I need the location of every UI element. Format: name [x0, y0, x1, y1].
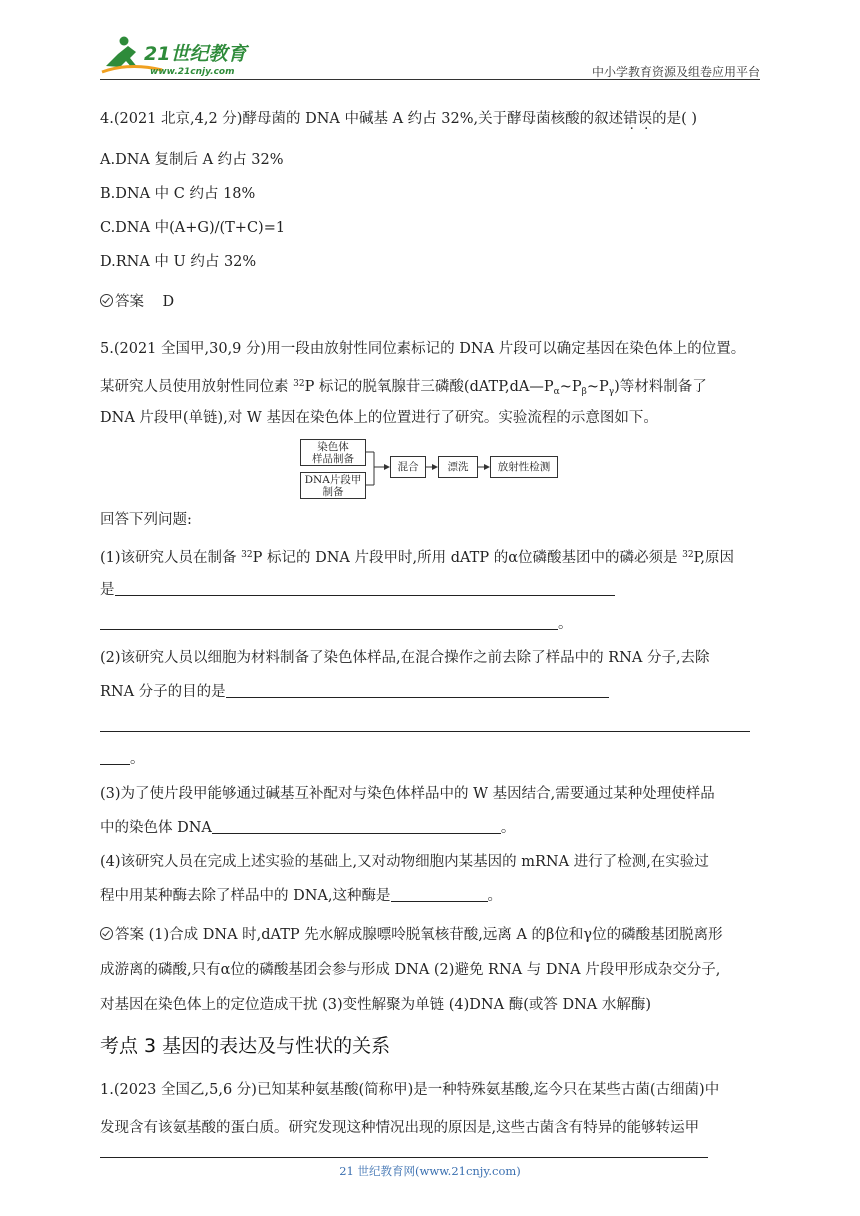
q5-prompt: 回答下列问题:	[100, 512, 192, 528]
box-radioactivity-detection: 放射性检测	[490, 456, 558, 478]
answer-blank-line[interactable]	[100, 731, 750, 732]
footer-divider	[100, 1157, 708, 1158]
q5-answer-line3: 对基因在染色体上的定位造成干扰 (3)变性解聚为单链 (4)DNA 酶(或答 DNA 水解酶)	[100, 997, 652, 1013]
q4-option-c: C.DNA 中(A+G)/(T+C)=1	[100, 220, 286, 236]
site-logo	[100, 34, 260, 78]
answer-blank[interactable]	[100, 615, 558, 630]
q5-part1-line2: 是	[100, 580, 615, 600]
q5-part3-line2: 中的染色体 DNA 。	[100, 820, 516, 836]
answer-check-icon	[100, 927, 113, 940]
q5-part3-line1: (3)为了使片段甲能够通过碱基互补配对与染色体样品中的 W 基因结合,需要通过某种处理使样品	[100, 786, 715, 802]
q5-part1-line1: (1)该研究人员在制备 $^{32}$P 标记的 DNA 片段甲时,所用 dATP 的α位磷酸基团中的磷必须是 $^{32}$P,原因	[100, 550, 734, 566]
q4-stem: 4.(2021 北京,4,2 分)酵母菌的 DNA 中碱基 A 约占 32%,关于酵母菌核酸的叙述错误的是( )	[100, 111, 698, 127]
box-mix: 混合	[390, 456, 426, 478]
q5-part4-line2: 程中用某种酶去除了样品中的 DNA,这种酶是 。	[100, 888, 503, 904]
box-chromosome-prep: 染色体 样品制备	[300, 439, 366, 466]
answer-blank[interactable]	[100, 750, 130, 765]
answer-blank[interactable]	[226, 683, 609, 698]
platform-label: 中小学教育资源及组卷应用平台	[591, 65, 760, 79]
q5-stem-line1: 5.(2021 全国甲,30,9 分)用一段由放射性同位素标记的 DNA 片段可以确定基因在染色体上的位置。	[100, 341, 746, 357]
answer-check-icon	[100, 294, 113, 307]
box-rinse: 漂洗	[438, 456, 478, 478]
q4-option-a: A.DNA 复制后 A 约占 32%	[100, 152, 284, 168]
answer-blank[interactable]	[115, 581, 615, 596]
answer-blank[interactable]	[212, 819, 501, 834]
q4-option-b: B.DNA 中 C 约占 18%	[100, 186, 256, 202]
page-header	[100, 28, 760, 80]
section-title: 考点 3 基因的表达及与性状的关系	[100, 1035, 391, 1057]
header-divider	[100, 79, 760, 80]
q5-part2-line4: 。	[100, 749, 145, 769]
q5-answer-line1: 答案 (1)合成 DNA 时,dATP 先水解成腺嘌呤脱氧核苷酸,远离 A 的β位和γ位的磷酸基团脱离形	[100, 925, 723, 945]
q5-part1-line3: 。	[100, 614, 573, 634]
q1-stem-line1: 1.(2023 全国乙,5,6 分)已知某种氨基酸(简称甲)是一种特殊氨基酸,迄今只在某些古菌(古细菌)中	[100, 1082, 720, 1098]
experiment-flow-diagram	[300, 438, 560, 500]
svg-text:21世纪教育: 21世纪教育	[144, 43, 247, 65]
box-dna-fragment-prep: DNA片段甲 制备	[300, 472, 366, 499]
q1-stem-line2: 发现含有该氨基酸的蛋白质。研究发现这种情况出现的原因是,这些古菌含有特异的能够转运甲	[100, 1120, 700, 1136]
svg-text:www.21cnjy.com: www.21cnjy.com	[150, 67, 235, 77]
q5-part4-line1: (4)该研究人员在完成上述实验的基础上,又对动物细胞内某基因的 mRNA 进行了检测,在实验过	[100, 854, 709, 870]
q5-part2-line1: (2)该研究人员以细胞为材料制备了染色体样品,在混合操作之前去除了样品中的 RNA 分子,去除	[100, 650, 710, 666]
q5-stem-line2: 某研究人员使用放射性同位素 $^{32}$P 标记的脱氧腺苷三磷酸$(dATP,dA—P_\alpha\sim P_\beta\sim P_\gamma)$等材料制备了	[100, 379, 707, 397]
q5-part2-line2: RNA 分子的目的是	[100, 682, 609, 702]
q4-answer: 答案 D	[100, 292, 174, 312]
q5-stem-line3: DNA 片段甲(单链),对 W 基因在染色体上的位置进行了研究。实验流程的示意图如下。	[100, 410, 658, 426]
q5-answer-line2: 成游离的磷酸,只有α位的磷酸基团会参与形成 DNA (2)避免 RNA 与 DNA 片段甲形成杂交分子,	[100, 962, 721, 978]
footer-text[interactable]: 21 世纪教育网(www.21cnjy.com)	[339, 1164, 521, 1178]
q4-option-d: D.RNA 中 U 约占 32%	[100, 254, 257, 270]
answer-blank[interactable]	[391, 887, 488, 902]
